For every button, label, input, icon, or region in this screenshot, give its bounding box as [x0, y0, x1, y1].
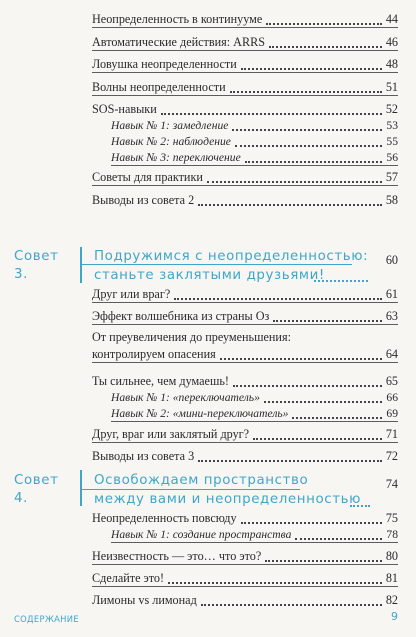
dot-leader — [235, 145, 382, 147]
toc-subentry[interactable] — [111, 406, 398, 422]
dot-leader — [265, 560, 382, 562]
dot-leader — [253, 438, 382, 440]
toc-entry-page: 66 — [386, 391, 398, 404]
toc-entry-title: Навык № 1: «переключатель» — [111, 391, 260, 404]
section-page-number: 60 — [385, 253, 398, 267]
dot-leader — [245, 161, 382, 163]
toc-entry-title: Ловушка неопределенности — [92, 57, 237, 71]
toc-entry-page: 58 — [385, 193, 398, 207]
toc-entry-title: Лимоны vs лимонад — [92, 593, 197, 607]
dot-leader — [161, 113, 382, 115]
toc-entry-title: Сделайте это! — [92, 571, 165, 585]
section-label: Совет 4. — [14, 473, 59, 506]
toc-entry[interactable] — [92, 449, 398, 464]
section-divider — [80, 247, 82, 283]
section-title-leader — [350, 505, 370, 507]
dot-leader — [201, 604, 382, 606]
dot-leader — [292, 417, 382, 419]
toc-entry-page: 71 — [385, 427, 398, 441]
toc-entry-page: 75 — [385, 511, 398, 525]
toc-entry-page: 57 — [385, 170, 398, 184]
dot-leader — [198, 460, 382, 462]
toc-entry[interactable] — [92, 374, 398, 389]
section-title-line2: станьте заклятыми друзьями! — [94, 268, 325, 283]
toc-entry[interactable] — [92, 102, 398, 117]
toc-entry-page: 51 — [385, 80, 398, 94]
dot-leader — [295, 538, 382, 540]
dot-leader — [241, 522, 382, 524]
toc-entry-page: 72 — [385, 449, 398, 463]
toc-entry[interactable] — [92, 170, 398, 186]
toc-entry-page: 56 — [386, 151, 398, 164]
toc-entry-page: 63 — [385, 309, 398, 323]
section-title-line2: между вами и неопределенностью — [94, 492, 361, 507]
toc-entry[interactable] — [92, 287, 398, 303]
toc-entry-title: Навык № 1: создание пространства — [111, 528, 292, 541]
section-title-underline — [80, 264, 352, 265]
toc-entry-page: 44 — [385, 12, 398, 26]
toc-entry[interactable] — [92, 427, 398, 443]
toc-entry-title: Навык № 2: «мини-переключатель» — [111, 407, 289, 420]
toc-entry-title-line2: контролируем опасения — [92, 347, 216, 361]
dot-leader — [264, 401, 382, 403]
toc-entry-title: Советы для практики — [92, 170, 203, 184]
dot-leader — [198, 204, 382, 206]
toc-entry[interactable] — [92, 511, 398, 526]
toc-entry-page: 65 — [385, 374, 398, 388]
toc-entry-title: От преувеличения до преуменьшения: — [92, 330, 291, 344]
toc-subentry[interactable] — [111, 390, 398, 405]
toc-entry-title: Выводы из совета 2 — [92, 193, 195, 207]
dot-leader — [269, 46, 382, 48]
toc-entry-title: SOS-навыки — [92, 102, 157, 116]
section-divider — [80, 470, 82, 506]
dot-leader — [220, 358, 382, 360]
toc-entry-title: Неопределенность в континууме — [92, 12, 263, 26]
toc-entry-title: Навык № 2: наблюдение — [111, 135, 231, 148]
toc-entry-title: Ты сильнее, чем думаешь! — [92, 374, 229, 388]
toc-entry-page: 78 — [386, 528, 398, 541]
toc-entry[interactable] — [92, 309, 398, 325]
toc-entry[interactable] — [92, 35, 398, 51]
section-label: Совет 3. — [14, 249, 59, 282]
running-footer: СОДЕРЖАНИЕ — [14, 614, 79, 624]
toc-entry-title: Неизвестность — это… что это? — [92, 549, 262, 563]
page-number: 9 — [391, 610, 398, 623]
toc-entry-title: Автоматические действия: ARRS — [92, 35, 266, 49]
dot-leader — [174, 298, 382, 300]
toc-entry[interactable] — [92, 12, 398, 28]
dot-leader — [230, 91, 382, 93]
toc-entry-title: Друг или враг? — [92, 287, 171, 301]
dot-leader — [241, 68, 382, 70]
toc-entry-page: 52 — [385, 102, 398, 116]
toc-entry-title: Выводы из совета 3 — [92, 449, 195, 463]
toc-entry-page: 81 — [385, 571, 398, 585]
toc-entry-title: Неопределенность повсюду — [92, 511, 237, 525]
toc-entry-page: 64 — [385, 347, 398, 361]
toc-entry[interactable] — [92, 330, 398, 363]
toc-subentry[interactable] — [111, 527, 398, 543]
toc-entry[interactable] — [92, 571, 398, 587]
toc-entry-title: Навык № 3: переключение — [111, 151, 241, 164]
toc-entry[interactable] — [92, 549, 398, 565]
toc-entry[interactable] — [92, 593, 398, 608]
section-page-number: 74 — [385, 477, 398, 491]
toc-entry-title: Друг, враг или заклятый друг? — [92, 427, 250, 441]
toc-entry[interactable] — [92, 193, 398, 208]
toc-entry-page: 53 — [386, 119, 398, 132]
section-title-line1: Подружимся с неопределенностью: — [94, 249, 369, 264]
section-title-line1: Освобождаем пространство — [94, 473, 309, 488]
toc-subentry[interactable] — [111, 118, 398, 133]
toc-entry-page: 82 — [385, 593, 398, 607]
toc-subentry[interactable] — [111, 134, 398, 149]
toc-entry-title: Эффект волшебника из страны Оз — [92, 309, 270, 323]
section-title-underline — [80, 489, 300, 490]
toc-entry[interactable] — [92, 80, 398, 96]
toc-entry-page: 46 — [385, 35, 398, 49]
toc-entry-page: 80 — [385, 549, 398, 563]
section-title-leader — [314, 280, 368, 282]
toc-entry-page: 48 — [385, 57, 398, 71]
dot-leader — [232, 129, 382, 131]
toc-subentry[interactable] — [111, 150, 398, 166]
dot-leader — [168, 582, 382, 584]
toc-entry[interactable] — [92, 57, 398, 73]
dot-leader — [273, 320, 382, 322]
toc-entry-title: Волны неопределенности — [92, 80, 226, 94]
toc-entry-title: Навык № 1: замедление — [111, 119, 229, 132]
dot-leader — [266, 23, 382, 25]
toc-entry-page: 69 — [386, 407, 398, 420]
toc-entry-page: 55 — [386, 135, 398, 148]
dot-leader — [207, 181, 382, 183]
dot-leader — [233, 385, 382, 387]
toc-entry-page: 61 — [385, 287, 398, 301]
